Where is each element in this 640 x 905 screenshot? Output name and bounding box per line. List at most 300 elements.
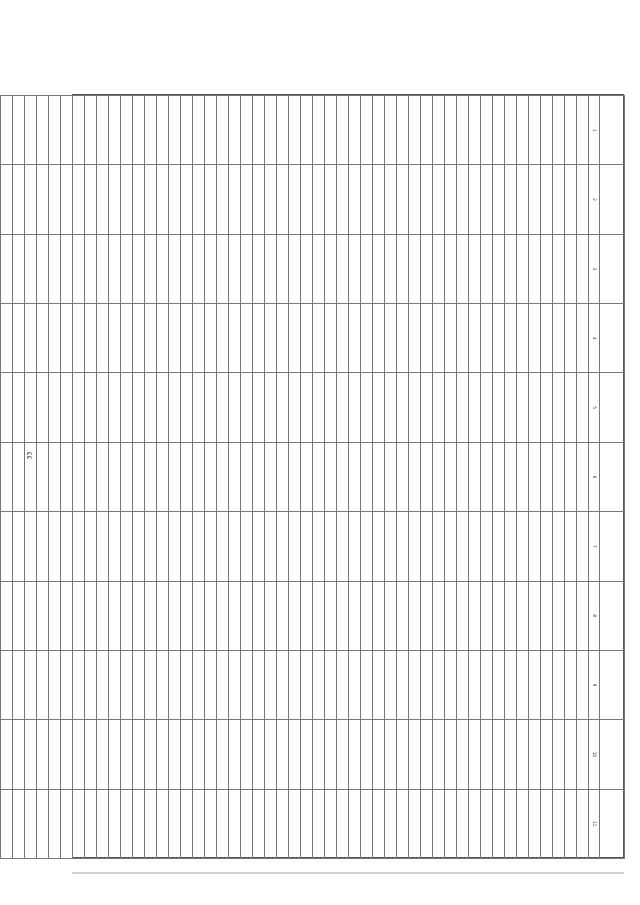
table-cell — [277, 789, 289, 858]
table-cell — [133, 304, 145, 373]
table-cell — [565, 165, 577, 234]
table-cell — [157, 96, 169, 165]
table-cell — [421, 650, 433, 719]
table-cell — [505, 96, 517, 165]
table-cell — [397, 165, 409, 234]
table-cell — [0, 96, 1, 165]
table-cell — [1, 234, 13, 303]
table-cell — [85, 234, 97, 303]
table-cell — [337, 304, 349, 373]
table-row — [433, 96, 445, 859]
table-cell — [505, 373, 517, 442]
table-cell — [121, 581, 133, 650]
header-cell — [600, 512, 625, 581]
table-cell — [133, 442, 145, 511]
table-cell — [409, 512, 421, 581]
table-cell — [361, 581, 373, 650]
table-row — [493, 96, 505, 859]
table-cell — [25, 720, 37, 789]
table-cell — [25, 165, 37, 234]
table-cell — [361, 234, 373, 303]
table-cell — [217, 581, 229, 650]
table-cell — [481, 304, 493, 373]
table-cell — [373, 720, 385, 789]
table-cell — [373, 304, 385, 373]
header-cell — [600, 789, 625, 858]
table-cell — [553, 442, 565, 511]
table-row — [0, 96, 1, 859]
table-cell — [577, 650, 589, 719]
table-cell — [169, 512, 181, 581]
table-cell — [517, 512, 529, 581]
table-cell — [553, 581, 565, 650]
table-row — [325, 96, 337, 859]
table-cell — [493, 720, 505, 789]
table-cell — [313, 581, 325, 650]
table-cell — [229, 304, 241, 373]
table-cell — [541, 789, 553, 858]
table-row — [529, 96, 541, 859]
table-cell — [385, 373, 397, 442]
table-cell — [505, 650, 517, 719]
table-cell — [313, 442, 325, 511]
table-row — [1, 96, 13, 859]
table-cell — [505, 304, 517, 373]
table-cell — [289, 581, 301, 650]
table-cell — [217, 373, 229, 442]
table-cell — [493, 96, 505, 165]
table-cell — [577, 720, 589, 789]
table-cell — [145, 234, 157, 303]
table-cell — [37, 512, 49, 581]
table-cell — [373, 789, 385, 858]
table-cell — [577, 373, 589, 442]
table-cell — [517, 165, 529, 234]
table-cell — [133, 96, 145, 165]
table-cell — [505, 720, 517, 789]
table-cell — [301, 581, 313, 650]
header-cell — [600, 442, 625, 511]
table-cell — [49, 96, 61, 165]
table-cell — [481, 442, 493, 511]
table-cell — [469, 234, 481, 303]
table-cell — [469, 581, 481, 650]
table-cell — [253, 442, 265, 511]
table-cell — [505, 512, 517, 581]
table-cell — [73, 650, 85, 719]
table-cell — [469, 304, 481, 373]
table-cell — [49, 650, 61, 719]
table-cell — [325, 442, 337, 511]
table-cell — [181, 442, 193, 511]
table-cell — [289, 373, 301, 442]
table-cell — [421, 442, 433, 511]
table-row — [457, 96, 469, 859]
table-cell — [385, 234, 397, 303]
table-cell — [1, 789, 13, 858]
table-cell — [397, 581, 409, 650]
header-cell — [600, 304, 625, 373]
table-cell — [1, 512, 13, 581]
table-cell — [145, 165, 157, 234]
table-cell — [469, 442, 481, 511]
table-cell — [217, 96, 229, 165]
table-cell — [289, 442, 301, 511]
table-cell — [37, 234, 49, 303]
table-cell — [73, 165, 85, 234]
table-cell — [505, 165, 517, 234]
table-cell — [1, 720, 13, 789]
table-row — [469, 96, 481, 859]
table-cell — [145, 373, 157, 442]
table-row — [577, 96, 589, 859]
table-cell — [205, 373, 217, 442]
table-cell — [433, 581, 445, 650]
table-row — [337, 96, 349, 859]
table-cell — [133, 720, 145, 789]
table-cell — [541, 165, 553, 234]
table-cell — [397, 373, 409, 442]
table-cell — [13, 304, 25, 373]
table-cell — [0, 442, 1, 511]
table-cell — [169, 720, 181, 789]
table-cell — [277, 720, 289, 789]
table-row — [217, 96, 229, 859]
table-cell — [13, 720, 25, 789]
table-cell — [409, 304, 421, 373]
table-cell — [253, 720, 265, 789]
table-cell — [205, 581, 217, 650]
table-cell — [349, 512, 361, 581]
table-cell — [397, 234, 409, 303]
column-number: 7 — [589, 512, 600, 581]
table-cell — [253, 373, 265, 442]
table-cell — [193, 96, 205, 165]
header-cell — [600, 234, 625, 303]
table-cell — [157, 234, 169, 303]
table-cell — [361, 442, 373, 511]
table-cell — [193, 373, 205, 442]
table-cell — [229, 581, 241, 650]
table-cell — [361, 789, 373, 858]
table-row — [13, 96, 25, 859]
table-cell — [241, 165, 253, 234]
table-cell — [433, 720, 445, 789]
table-cell — [37, 96, 49, 165]
table-cell — [265, 442, 277, 511]
table-cell — [229, 373, 241, 442]
table-cell — [433, 789, 445, 858]
table-cell — [205, 304, 217, 373]
table-cell — [37, 789, 49, 858]
header-cell — [600, 96, 625, 165]
table-cell — [0, 373, 1, 442]
table-cell — [325, 234, 337, 303]
table-cell — [577, 304, 589, 373]
table-cell — [49, 373, 61, 442]
table-cell — [217, 234, 229, 303]
table-cell — [469, 512, 481, 581]
table-cell — [385, 442, 397, 511]
table-cell — [313, 650, 325, 719]
table-cell — [349, 96, 361, 165]
table-cell — [409, 650, 421, 719]
table-cell — [181, 234, 193, 303]
table-cell — [193, 789, 205, 858]
table-row — [205, 96, 217, 859]
table-cell — [433, 373, 445, 442]
table-cell — [145, 650, 157, 719]
table-cell — [397, 720, 409, 789]
table-cell — [13, 512, 25, 581]
table-cell — [229, 96, 241, 165]
table-cell — [529, 442, 541, 511]
table-cell — [529, 165, 541, 234]
table-cell — [529, 581, 541, 650]
table-cell — [97, 234, 109, 303]
table-cell — [301, 650, 313, 719]
table-cell — [85, 96, 97, 165]
table-cell — [37, 720, 49, 789]
table-cell — [433, 165, 445, 234]
table-cell — [361, 96, 373, 165]
table-cell — [301, 234, 313, 303]
table-cell — [337, 650, 349, 719]
table-cell — [277, 581, 289, 650]
budget-table — [0, 95, 625, 859]
table-cell — [73, 720, 85, 789]
table-cell — [433, 96, 445, 165]
column-number: 10 — [589, 720, 600, 789]
table-cell — [325, 789, 337, 858]
table-cell — [265, 165, 277, 234]
table-cell — [37, 650, 49, 719]
table-cell — [529, 304, 541, 373]
table-cell — [277, 165, 289, 234]
table-cell — [25, 650, 37, 719]
table-cell — [13, 650, 25, 719]
table-cell — [553, 234, 565, 303]
table-row — [349, 96, 361, 859]
table-cell — [445, 165, 457, 234]
column-number: 1 — [589, 96, 600, 165]
table-cell — [517, 96, 529, 165]
table-cell — [157, 581, 169, 650]
table-cell — [205, 442, 217, 511]
table-cell — [553, 720, 565, 789]
table-row — [121, 96, 133, 859]
table-cell — [13, 96, 25, 165]
table-cell — [121, 650, 133, 719]
table-cell — [157, 442, 169, 511]
table-cell — [385, 650, 397, 719]
table-cell — [181, 720, 193, 789]
table-cell — [145, 581, 157, 650]
table-cell — [301, 373, 313, 442]
table-cell — [361, 650, 373, 719]
table-row — [109, 96, 121, 859]
table-cell — [265, 304, 277, 373]
header-cell — [600, 373, 625, 442]
table-cell — [517, 373, 529, 442]
table-cell — [553, 373, 565, 442]
table-cell — [289, 304, 301, 373]
table-cell — [145, 304, 157, 373]
table-cell — [61, 789, 73, 858]
table-cell — [97, 373, 109, 442]
table-cell — [0, 234, 1, 303]
table-cell — [73, 304, 85, 373]
table-cell — [349, 442, 361, 511]
table-cell — [85, 512, 97, 581]
table-cell — [181, 96, 193, 165]
table-cell — [229, 234, 241, 303]
table-row — [289, 96, 301, 859]
table-cell — [313, 304, 325, 373]
table-cell — [217, 442, 229, 511]
table-cell — [229, 720, 241, 789]
table-row — [397, 96, 409, 859]
table-cell — [253, 234, 265, 303]
table-cell — [265, 581, 277, 650]
table-cell — [193, 581, 205, 650]
table-cell — [541, 304, 553, 373]
table-cell — [553, 304, 565, 373]
table-cell — [13, 373, 25, 442]
table-cell — [577, 442, 589, 511]
table-cell — [61, 720, 73, 789]
table-cell — [25, 442, 37, 511]
table-row — [277, 96, 289, 859]
table-cell — [409, 234, 421, 303]
table-cell — [517, 234, 529, 303]
table-cell — [25, 373, 37, 442]
table-cell — [577, 581, 589, 650]
table-cell — [145, 96, 157, 165]
table-cell — [457, 234, 469, 303]
table-cell — [289, 512, 301, 581]
table-cell — [25, 96, 37, 165]
table-cell — [37, 442, 49, 511]
table-cell — [361, 512, 373, 581]
table-cell — [205, 789, 217, 858]
table-row — [169, 96, 181, 859]
table-row — [553, 96, 565, 859]
table-cell — [1, 304, 13, 373]
table-cell — [169, 373, 181, 442]
table-cell — [169, 581, 181, 650]
table-cell — [37, 165, 49, 234]
table-row — [229, 96, 241, 859]
table-cell — [517, 304, 529, 373]
table-cell — [73, 96, 85, 165]
table-cell — [277, 304, 289, 373]
table-cell — [541, 442, 553, 511]
table-cell — [61, 512, 73, 581]
table-cell — [421, 234, 433, 303]
table-row — [85, 96, 97, 859]
table-cell — [469, 720, 481, 789]
table-row — [37, 96, 49, 859]
table-cell — [325, 581, 337, 650]
table-cell — [133, 165, 145, 234]
table-cell — [157, 165, 169, 234]
table-cell — [241, 650, 253, 719]
table-cell — [121, 96, 133, 165]
table-cell — [541, 234, 553, 303]
table-cell — [0, 720, 1, 789]
table-cell — [289, 650, 301, 719]
table-cell — [13, 442, 25, 511]
table-cell — [385, 789, 397, 858]
table-cell — [181, 789, 193, 858]
table-cell — [445, 96, 457, 165]
table-cell — [97, 581, 109, 650]
table-cell — [181, 512, 193, 581]
column-number: 4 — [589, 304, 600, 373]
table-cell — [373, 165, 385, 234]
table-cell — [301, 720, 313, 789]
table-cell — [313, 789, 325, 858]
table-cell — [97, 304, 109, 373]
table-cell — [241, 512, 253, 581]
table-cell — [61, 650, 73, 719]
table-cell — [193, 234, 205, 303]
table-cell — [361, 373, 373, 442]
table-cell — [25, 581, 37, 650]
table-cell — [529, 373, 541, 442]
table-cell — [325, 165, 337, 234]
table-cell — [97, 720, 109, 789]
table-cell — [409, 581, 421, 650]
table-cell — [61, 442, 73, 511]
table-cell — [193, 720, 205, 789]
table-cell — [85, 650, 97, 719]
table-cell — [145, 512, 157, 581]
table-cell — [121, 304, 133, 373]
table-cell — [49, 304, 61, 373]
table-cell — [481, 234, 493, 303]
table-cell — [205, 720, 217, 789]
table-cell — [445, 304, 457, 373]
table-cell — [97, 512, 109, 581]
table-cell — [505, 789, 517, 858]
table-cell — [565, 442, 577, 511]
table-cell — [169, 234, 181, 303]
table-cell — [1, 373, 13, 442]
table-cell — [517, 581, 529, 650]
table-row — [481, 96, 493, 859]
table-cell — [241, 373, 253, 442]
header-cell — [600, 720, 625, 789]
table-cell — [73, 373, 85, 442]
table-cell — [313, 165, 325, 234]
table-cell — [133, 789, 145, 858]
table-cell — [85, 304, 97, 373]
table-cell — [337, 789, 349, 858]
table-cell — [193, 650, 205, 719]
table-cell — [193, 304, 205, 373]
table-cell — [97, 165, 109, 234]
table-cell — [349, 581, 361, 650]
table-row — [313, 96, 325, 859]
table-cell — [493, 373, 505, 442]
table-cell — [577, 96, 589, 165]
table-cell — [565, 96, 577, 165]
table-cell — [373, 581, 385, 650]
table-cell — [157, 304, 169, 373]
table-cell — [517, 789, 529, 858]
